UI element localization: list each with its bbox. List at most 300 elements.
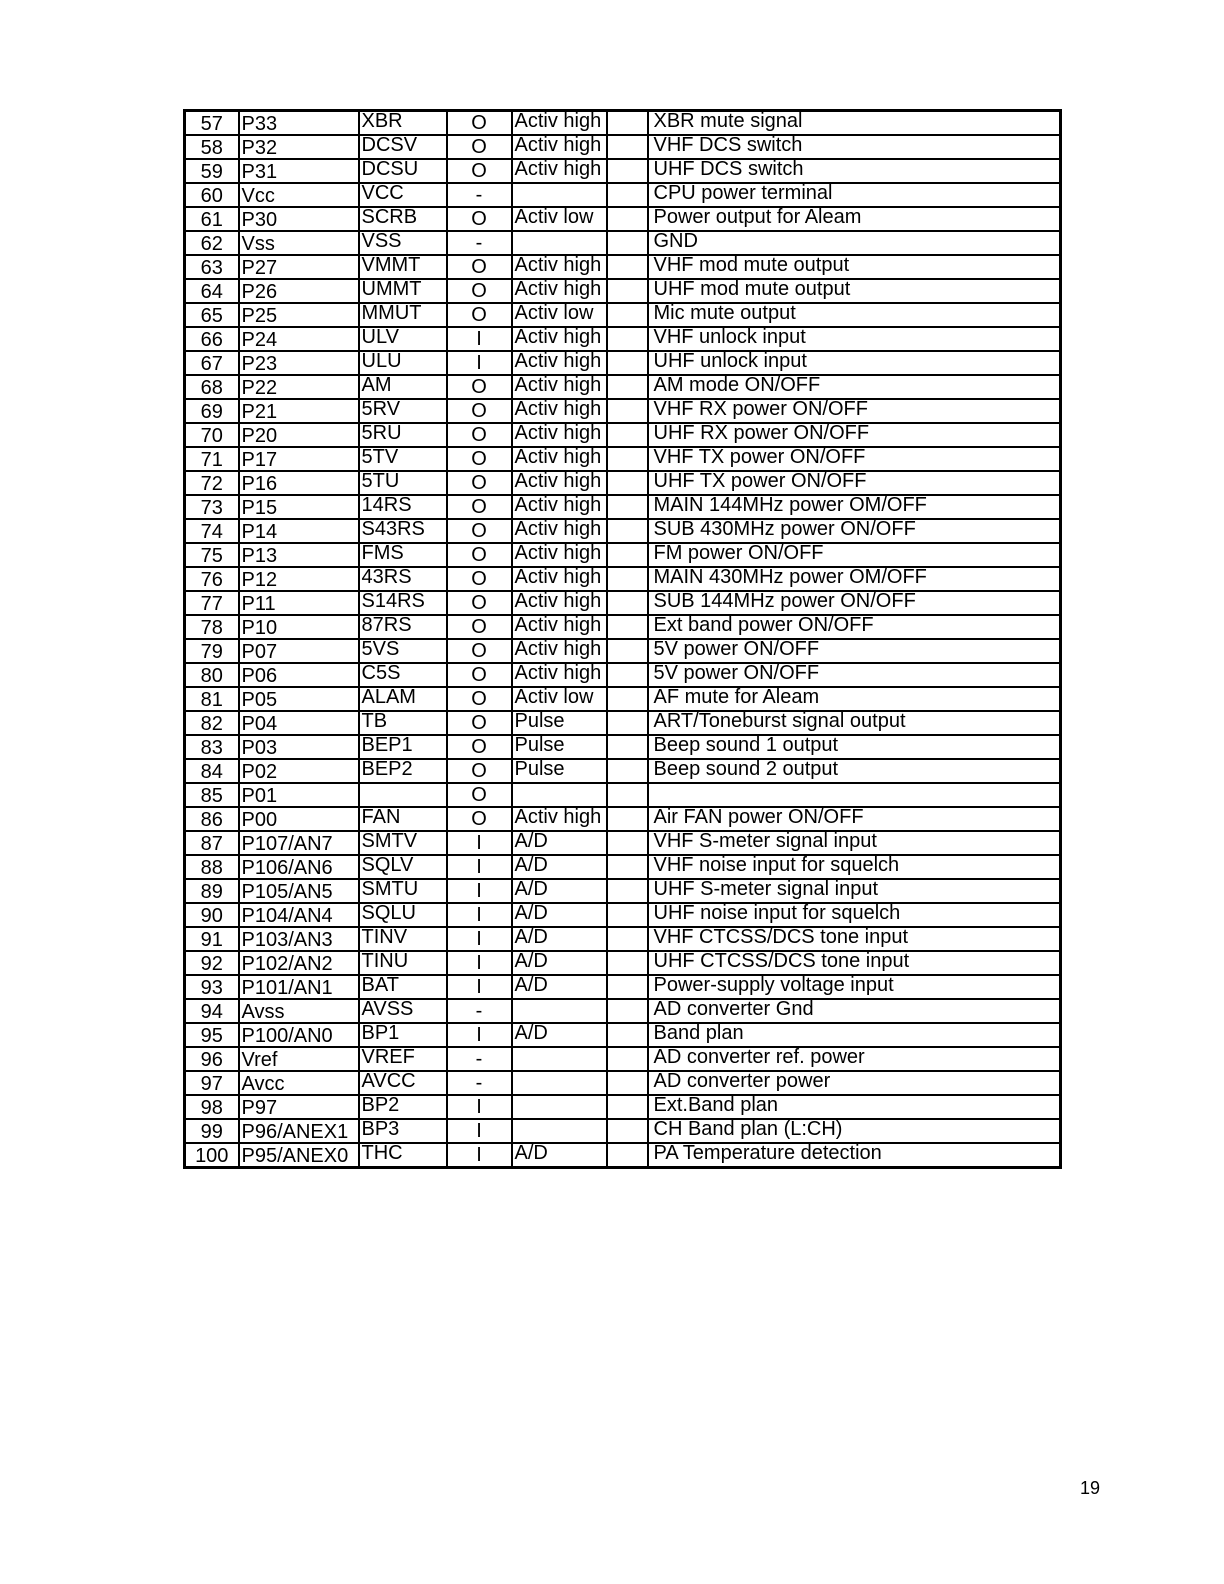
port-cell: P103/AN3 xyxy=(239,927,359,951)
table-row xyxy=(185,471,1061,495)
io-direction-cell: I xyxy=(447,951,512,975)
blank-cell xyxy=(607,135,648,159)
table-row xyxy=(185,639,1061,663)
blank-cell xyxy=(607,471,648,495)
function-cell: AM mode ON/OFF xyxy=(648,375,1061,399)
table-row xyxy=(185,543,1061,567)
blank-cell xyxy=(607,639,648,663)
port-cell: Vss xyxy=(239,231,359,255)
active-level-cell: A/D xyxy=(512,855,607,879)
function-cell: Band plan xyxy=(648,1023,1061,1047)
pin-number-cell: 73 xyxy=(185,495,239,519)
pin-number-cell: 69 xyxy=(185,399,239,423)
io-direction-cell: I xyxy=(447,1095,512,1119)
table-row xyxy=(185,855,1061,879)
port-cell: P17 xyxy=(239,447,359,471)
port-cell: P32 xyxy=(239,135,359,159)
function-cell: UHF mod mute output xyxy=(648,279,1061,303)
port-cell: P23 xyxy=(239,351,359,375)
table-row xyxy=(185,591,1061,615)
signal-name-cell: SQLV xyxy=(359,855,447,879)
pin-number-cell: 86 xyxy=(185,807,239,831)
table-row xyxy=(185,1047,1061,1071)
io-direction-cell: I xyxy=(447,879,512,903)
io-direction-cell: O xyxy=(447,711,512,735)
io-direction-cell: O xyxy=(447,255,512,279)
pin-number-cell: 79 xyxy=(185,639,239,663)
blank-cell xyxy=(607,975,648,999)
active-level-cell: A/D xyxy=(512,1023,607,1047)
pin-number-cell: 98 xyxy=(185,1095,239,1119)
active-level-cell: A/D xyxy=(512,975,607,999)
pin-number-cell: 72 xyxy=(185,471,239,495)
active-level-cell xyxy=(512,783,607,807)
pin-number-cell: 93 xyxy=(185,975,239,999)
function-cell: MAIN 144MHz power OM/OFF xyxy=(648,495,1061,519)
blank-cell xyxy=(607,279,648,303)
pin-number-cell: 67 xyxy=(185,351,239,375)
table-row xyxy=(185,375,1061,399)
blank-cell xyxy=(607,1095,648,1119)
pin-number-cell: 85 xyxy=(185,783,239,807)
function-cell: Beep sound 2 output xyxy=(648,759,1061,783)
table-row xyxy=(185,927,1061,951)
active-level-cell: Activ high xyxy=(512,255,607,279)
active-level-cell: Activ high xyxy=(512,447,607,471)
active-level-cell: Activ low xyxy=(512,303,607,327)
active-level-cell: Activ high xyxy=(512,519,607,543)
active-level-cell: A/D xyxy=(512,1143,607,1168)
table-row xyxy=(185,303,1061,327)
signal-name-cell: VCC xyxy=(359,183,447,207)
active-level-cell: A/D xyxy=(512,903,607,927)
table-row xyxy=(185,351,1061,375)
io-direction-cell: - xyxy=(447,183,512,207)
blank-cell xyxy=(607,783,648,807)
function-cell: Air FAN power ON/OFF xyxy=(648,807,1061,831)
table-row xyxy=(185,1095,1061,1119)
port-cell: P13 xyxy=(239,543,359,567)
io-direction-cell: O xyxy=(447,207,512,231)
active-level-cell xyxy=(512,231,607,255)
table-row xyxy=(185,951,1061,975)
blank-cell xyxy=(607,927,648,951)
io-direction-cell: I xyxy=(447,831,512,855)
table-row xyxy=(185,879,1061,903)
port-cell: P105/AN5 xyxy=(239,879,359,903)
table-row xyxy=(185,423,1061,447)
active-level-cell: Activ high xyxy=(512,567,607,591)
blank-cell xyxy=(607,375,648,399)
blank-cell xyxy=(607,255,648,279)
io-direction-cell: - xyxy=(447,1047,512,1071)
io-direction-cell: O xyxy=(447,279,512,303)
io-direction-cell: O xyxy=(447,111,512,136)
io-direction-cell: - xyxy=(447,1071,512,1095)
function-cell: VHF CTCSS/DCS tone input xyxy=(648,927,1061,951)
blank-cell xyxy=(607,1047,648,1071)
signal-name-cell: ULU xyxy=(359,351,447,375)
signal-name-cell: BEP1 xyxy=(359,735,447,759)
pin-number-cell: 99 xyxy=(185,1119,239,1143)
active-level-cell: A/D xyxy=(512,951,607,975)
port-cell: P14 xyxy=(239,519,359,543)
pin-number-cell: 100 xyxy=(185,1143,239,1168)
active-level-cell: Activ high xyxy=(512,807,607,831)
blank-cell xyxy=(607,855,648,879)
active-level-cell: Activ high xyxy=(512,111,607,136)
table-row xyxy=(185,207,1061,231)
io-direction-cell: O xyxy=(447,663,512,687)
port-cell: P100/AN0 xyxy=(239,1023,359,1047)
port-cell: P01 xyxy=(239,783,359,807)
function-cell: VHF DCS switch xyxy=(648,135,1061,159)
blank-cell xyxy=(607,1119,648,1143)
pin-number-cell: 87 xyxy=(185,831,239,855)
blank-cell xyxy=(607,615,648,639)
active-level-cell: Activ high xyxy=(512,351,607,375)
signal-name-cell: SCRB xyxy=(359,207,447,231)
active-level-cell xyxy=(512,999,607,1023)
pin-number-cell: 77 xyxy=(185,591,239,615)
function-cell: Ext band power ON/OFF xyxy=(648,615,1061,639)
signal-name-cell: VREF xyxy=(359,1047,447,1071)
pin-number-cell: 70 xyxy=(185,423,239,447)
port-cell: P30 xyxy=(239,207,359,231)
signal-name-cell: 43RS xyxy=(359,567,447,591)
signal-name-cell: S14RS xyxy=(359,591,447,615)
signal-name-cell: BP2 xyxy=(359,1095,447,1119)
function-cell: AD converter power xyxy=(648,1071,1061,1095)
active-level-cell: Activ high xyxy=(512,663,607,687)
io-direction-cell: O xyxy=(447,783,512,807)
pin-number-cell: 64 xyxy=(185,279,239,303)
port-cell: P95/ANEX0 xyxy=(239,1143,359,1168)
blank-cell xyxy=(607,447,648,471)
page-number: 19 xyxy=(1080,1478,1101,1498)
blank-cell xyxy=(607,495,648,519)
pin-number-cell: 66 xyxy=(185,327,239,351)
io-direction-cell: O xyxy=(447,615,512,639)
blank-cell xyxy=(607,423,648,447)
port-cell: P03 xyxy=(239,735,359,759)
signal-name-cell: 5TU xyxy=(359,471,447,495)
io-direction-cell: I xyxy=(447,1119,512,1143)
port-cell: Vcc xyxy=(239,183,359,207)
table-row xyxy=(185,759,1061,783)
signal-name-cell: DCSV xyxy=(359,135,447,159)
io-direction-cell: O xyxy=(447,735,512,759)
blank-cell xyxy=(607,951,648,975)
signal-name-cell: ULV xyxy=(359,327,447,351)
io-direction-cell: - xyxy=(447,231,512,255)
blank-cell xyxy=(607,759,648,783)
port-cell: P06 xyxy=(239,663,359,687)
signal-name-cell: 87RS xyxy=(359,615,447,639)
signal-name-cell: SQLU xyxy=(359,903,447,927)
port-cell: P26 xyxy=(239,279,359,303)
pin-number-cell: 63 xyxy=(185,255,239,279)
blank-cell xyxy=(607,111,648,136)
io-direction-cell: O xyxy=(447,807,512,831)
port-cell: P00 xyxy=(239,807,359,831)
port-cell: P24 xyxy=(239,327,359,351)
active-level-cell: Activ high xyxy=(512,327,607,351)
pin-number-cell: 78 xyxy=(185,615,239,639)
active-level-cell xyxy=(512,1071,607,1095)
active-level-cell: A/D xyxy=(512,927,607,951)
io-direction-cell: O xyxy=(447,495,512,519)
pin-number-cell: 84 xyxy=(185,759,239,783)
function-cell: MAIN 430MHz power OM/OFF xyxy=(648,567,1061,591)
signal-name-cell: ALAM xyxy=(359,687,447,711)
signal-name-cell: 5TV xyxy=(359,447,447,471)
blank-cell xyxy=(607,1143,648,1168)
pin-number-cell: 97 xyxy=(185,1071,239,1095)
port-cell: P04 xyxy=(239,711,359,735)
table-row xyxy=(185,1119,1061,1143)
pin-number-cell: 80 xyxy=(185,663,239,687)
function-cell: VHF TX power ON/OFF xyxy=(648,447,1061,471)
table-row xyxy=(185,711,1061,735)
function-cell: UHF TX power ON/OFF xyxy=(648,471,1061,495)
blank-cell xyxy=(607,351,648,375)
signal-name-cell: UMMT xyxy=(359,279,447,303)
signal-name-cell: TINV xyxy=(359,927,447,951)
blank-cell xyxy=(607,879,648,903)
active-level-cell xyxy=(512,1047,607,1071)
function-cell: Mic mute output xyxy=(648,303,1061,327)
pin-number-cell: 82 xyxy=(185,711,239,735)
port-cell: P97 xyxy=(239,1095,359,1119)
function-cell: VHF unlock input xyxy=(648,327,1061,351)
pin-number-cell: 90 xyxy=(185,903,239,927)
port-cell: P106/AN6 xyxy=(239,855,359,879)
active-level-cell: Activ low xyxy=(512,207,607,231)
function-cell: Beep sound 1 output xyxy=(648,735,1061,759)
table-row xyxy=(185,255,1061,279)
pin-number-cell: 71 xyxy=(185,447,239,471)
function-cell: ART/Toneburst signal output xyxy=(648,711,1061,735)
signal-name-cell: BP1 xyxy=(359,1023,447,1047)
signal-name-cell xyxy=(359,783,447,807)
port-cell: P20 xyxy=(239,423,359,447)
table-row xyxy=(185,567,1061,591)
function-cell: VHF noise input for squelch xyxy=(648,855,1061,879)
port-cell: P31 xyxy=(239,159,359,183)
signal-name-cell: SMTV xyxy=(359,831,447,855)
port-cell: P15 xyxy=(239,495,359,519)
port-cell: P16 xyxy=(239,471,359,495)
signal-name-cell: BAT xyxy=(359,975,447,999)
table-row xyxy=(185,1023,1061,1047)
pin-number-cell: 74 xyxy=(185,519,239,543)
pin-number-cell: 92 xyxy=(185,951,239,975)
table-row xyxy=(185,447,1061,471)
signal-name-cell: 5RU xyxy=(359,423,447,447)
pin-number-cell: 57 xyxy=(185,111,239,136)
function-cell: XBR mute signal xyxy=(648,111,1061,136)
pin-function-table xyxy=(183,109,1062,1169)
pin-number-cell: 65 xyxy=(185,303,239,327)
signal-name-cell: S43RS xyxy=(359,519,447,543)
io-direction-cell: O xyxy=(447,591,512,615)
table-row xyxy=(185,975,1061,999)
port-cell: P107/AN7 xyxy=(239,831,359,855)
table-row xyxy=(185,663,1061,687)
function-cell: AF mute for Aleam xyxy=(648,687,1061,711)
port-cell: P33 xyxy=(239,111,359,136)
pin-number-cell: 94 xyxy=(185,999,239,1023)
port-cell: P10 xyxy=(239,615,359,639)
signal-name-cell: C5S xyxy=(359,663,447,687)
active-level-cell: Activ high xyxy=(512,375,607,399)
blank-cell xyxy=(607,183,648,207)
io-direction-cell: O xyxy=(447,519,512,543)
function-cell: CH Band plan (L:CH) xyxy=(648,1119,1061,1143)
blank-cell xyxy=(607,399,648,423)
blank-cell xyxy=(607,1023,648,1047)
function-cell: UHF noise input for squelch xyxy=(648,903,1061,927)
port-cell: P25 xyxy=(239,303,359,327)
pin-number-cell: 83 xyxy=(185,735,239,759)
signal-name-cell: TB xyxy=(359,711,447,735)
port-cell: P96/ANEX1 xyxy=(239,1119,359,1143)
port-cell: P07 xyxy=(239,639,359,663)
pin-number-cell: 76 xyxy=(185,567,239,591)
pin-number-cell: 95 xyxy=(185,1023,239,1047)
signal-name-cell: BP3 xyxy=(359,1119,447,1143)
pin-number-cell: 60 xyxy=(185,183,239,207)
signal-name-cell: VSS xyxy=(359,231,447,255)
io-direction-cell: I xyxy=(447,903,512,927)
function-cell xyxy=(648,783,1061,807)
function-cell: PA Temperature detection xyxy=(648,1143,1061,1168)
port-cell: P11 xyxy=(239,591,359,615)
table-row xyxy=(185,519,1061,543)
pin-number-cell: 61 xyxy=(185,207,239,231)
port-cell: Avss xyxy=(239,999,359,1023)
function-cell: VHF RX power ON/OFF xyxy=(648,399,1061,423)
active-level-cell: Activ high xyxy=(512,639,607,663)
function-cell: Power-supply voltage input xyxy=(648,975,1061,999)
signal-name-cell: DCSU xyxy=(359,159,447,183)
function-cell: 5V power ON/OFF xyxy=(648,663,1061,687)
blank-cell xyxy=(607,711,648,735)
blank-cell xyxy=(607,663,648,687)
signal-name-cell: AM xyxy=(359,375,447,399)
io-direction-cell: O xyxy=(447,471,512,495)
blank-cell xyxy=(607,519,648,543)
port-cell: P05 xyxy=(239,687,359,711)
table-row xyxy=(185,1143,1061,1168)
function-cell: Ext.Band plan xyxy=(648,1095,1061,1119)
table-row xyxy=(185,183,1061,207)
table-row xyxy=(185,279,1061,303)
active-level-cell: Activ high xyxy=(512,543,607,567)
function-cell: 5V power ON/OFF xyxy=(648,639,1061,663)
io-direction-cell: I xyxy=(447,351,512,375)
function-cell: UHF CTCSS/DCS tone input xyxy=(648,951,1061,975)
table-row xyxy=(185,1071,1061,1095)
active-level-cell xyxy=(512,183,607,207)
function-cell: CPU power terminal xyxy=(648,183,1061,207)
signal-name-cell: TINU xyxy=(359,951,447,975)
active-level-cell: Pulse xyxy=(512,711,607,735)
blank-cell xyxy=(607,735,648,759)
port-cell: P02 xyxy=(239,759,359,783)
io-direction-cell: O xyxy=(447,375,512,399)
io-direction-cell: O xyxy=(447,567,512,591)
table-row xyxy=(185,903,1061,927)
active-level-cell xyxy=(512,1095,607,1119)
signal-name-cell: FMS xyxy=(359,543,447,567)
signal-name-cell: 5VS xyxy=(359,639,447,663)
signal-name-cell: FAN xyxy=(359,807,447,831)
table-row xyxy=(185,807,1061,831)
blank-cell xyxy=(607,543,648,567)
table-row xyxy=(185,735,1061,759)
table-row xyxy=(185,495,1061,519)
table-row xyxy=(185,783,1061,807)
port-cell: P27 xyxy=(239,255,359,279)
io-direction-cell: I xyxy=(447,927,512,951)
function-cell: FM power ON/OFF xyxy=(648,543,1061,567)
io-direction-cell: O xyxy=(447,447,512,471)
active-level-cell: Activ high xyxy=(512,495,607,519)
function-cell: GND xyxy=(648,231,1061,255)
function-cell: SUB 430MHz power ON/OFF xyxy=(648,519,1061,543)
function-cell: Power output for Aleam xyxy=(648,207,1061,231)
active-level-cell: Activ high xyxy=(512,615,607,639)
active-level-cell: Activ high xyxy=(512,159,607,183)
active-level-cell: Activ high xyxy=(512,471,607,495)
signal-name-cell: 14RS xyxy=(359,495,447,519)
port-cell: P22 xyxy=(239,375,359,399)
table-row xyxy=(185,831,1061,855)
blank-cell xyxy=(607,591,648,615)
function-cell: VHF S-meter signal input xyxy=(648,831,1061,855)
blank-cell xyxy=(607,231,648,255)
signal-name-cell: AVCC xyxy=(359,1071,447,1095)
io-direction-cell: O xyxy=(447,303,512,327)
active-level-cell: Activ high xyxy=(512,399,607,423)
io-direction-cell: I xyxy=(447,975,512,999)
port-cell: P101/AN1 xyxy=(239,975,359,999)
signal-name-cell: VMMT xyxy=(359,255,447,279)
signal-name-cell: 5RV xyxy=(359,399,447,423)
signal-name-cell: SMTU xyxy=(359,879,447,903)
active-level-cell: Activ high xyxy=(512,135,607,159)
port-cell: P104/AN4 xyxy=(239,903,359,927)
blank-cell xyxy=(607,903,648,927)
function-cell: SUB 144MHz power ON/OFF xyxy=(648,591,1061,615)
function-cell: UHF unlock input xyxy=(648,351,1061,375)
blank-cell xyxy=(607,159,648,183)
io-direction-cell: I xyxy=(447,855,512,879)
table-row xyxy=(185,615,1061,639)
table-row xyxy=(185,135,1061,159)
table-row xyxy=(185,231,1061,255)
active-level-cell: Activ high xyxy=(512,423,607,447)
active-level-cell: Pulse xyxy=(512,759,607,783)
function-cell: UHF S-meter signal input xyxy=(648,879,1061,903)
table-row xyxy=(185,327,1061,351)
signal-name-cell: THC xyxy=(359,1143,447,1168)
signal-name-cell: AVSS xyxy=(359,999,447,1023)
port-cell: Vref xyxy=(239,1047,359,1071)
active-level-cell: A/D xyxy=(512,831,607,855)
